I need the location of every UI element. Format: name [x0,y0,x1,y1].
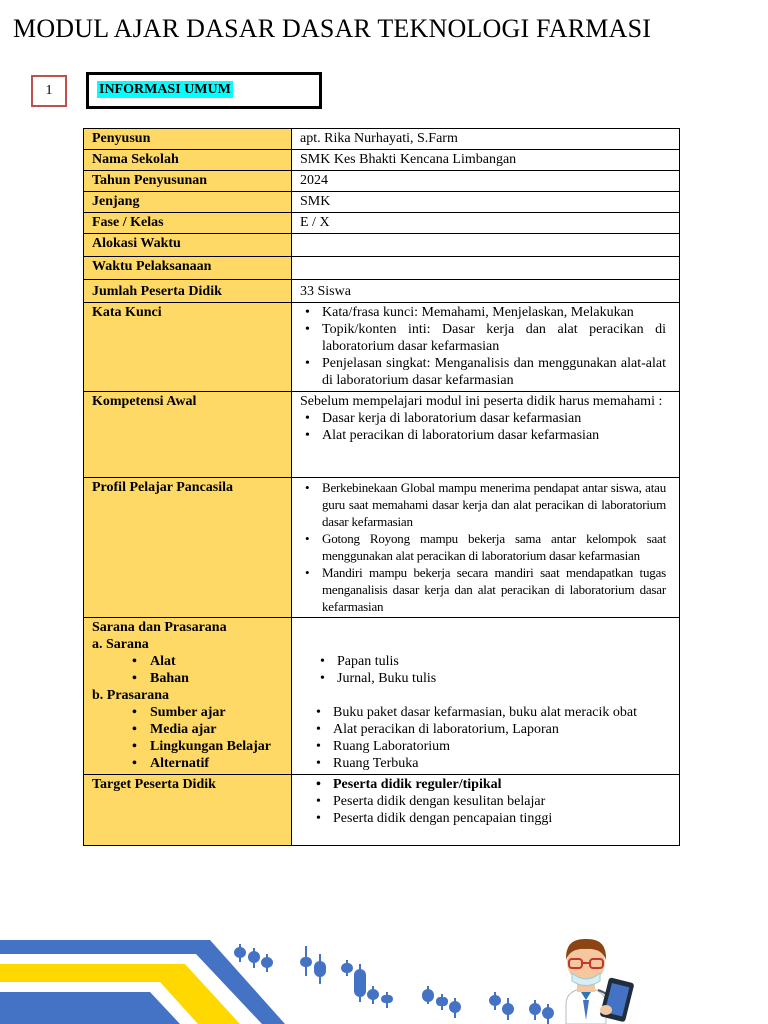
list-item: • Lingkungan Belajar [140,738,283,755]
list-item: • Buku paket dasar kefarmasian, buku alat meracik obat [333,704,671,721]
label-kata-kunci: Kata Kunci [84,303,292,392]
list-item: • Papan tulis [337,653,671,670]
label-jumlah: Jumlah Peserta Didik [84,280,292,303]
prasarana-items-list [300,704,671,772]
row-sarana [84,618,680,775]
target-list [300,776,671,827]
list-item: • Media ajar [140,721,283,738]
value-penyusun: apt. Rika Nurhayati, S.Farm [292,129,680,150]
list-item: • Berkebinekaan Global mampu menerima pendapat antar siswa, atau guru saat memahami dasar kerja dan alat peracikan di laboratorium dasar kefarmasian [322,479,666,530]
value-target [292,775,680,846]
label-profil: Profil Pelajar Pancasila [84,478,292,618]
row-sekolah [84,150,680,171]
list-item: • Peserta didik dengan kesulitan belajar [333,793,671,810]
pharmacist-illustration-icon [566,939,635,1024]
row-jumlah [84,280,680,303]
value-tahun: 2024 [292,171,680,192]
section-number: 1 [45,83,53,98]
sarana-sublist [92,636,283,772]
list-item: • Alat peracikan di laboratorium dasar kefarmasian [322,427,666,444]
kompetensi-list [300,410,666,444]
label-waktu: Waktu Pelaksanaan [84,257,292,280]
row-fase [84,213,680,234]
section-label: INFORMASI UMUM [99,82,231,97]
row-tahun [84,171,680,192]
list-item: • Peserta didik dengan pencapaian tinggi [333,810,671,827]
list-item: • Dasar kerja di laboratorium dasar kefarmasian [322,410,666,427]
sarana-b [92,687,283,772]
list-item: • Alternatif [140,755,283,772]
value-kata-kunci [292,303,680,392]
label-kompetensi: Kompetensi Awal [84,392,292,478]
row-penyusun [84,129,680,150]
list-item: • Bahan [140,670,283,687]
list-item: • Ruang Terbuka [333,755,671,772]
label-tahun: Tahun Penyusunan [84,171,292,192]
row-waktu [84,257,680,280]
list-item: • Alat peracikan di laboratorium, Laporan [333,721,671,738]
list-item: • Sumber ajar [140,704,283,721]
value-jumlah: 33 Siswa [292,280,680,303]
row-target [84,775,680,846]
document-title: MODUL AJAR DASAR DASAR TEKNOLOGI FARMASI [13,14,652,43]
value-sekolah: SMK Kes Bhakti Kencana Limbangan [292,150,680,171]
list-item: • Topik/konten inti: Dasar kerja dan alat peracikan di laboratorium dasar kefarmasian [322,321,666,355]
value-fase: E / X [292,213,680,234]
list-item: • Mandiri mampu bekerja secara mandiri saat mendapatkan tugas menganalisis dasar kerja dan alat peracikan di laboratorium dasar kefarmasian [322,564,666,615]
list-item: • Alat [140,653,283,670]
footer-decoration [0,930,768,1024]
list-item: • Ruang Laboratorium [333,738,671,755]
section-number-box [31,75,67,107]
list-item: • Peserta didik reguler/tipikal [333,776,671,793]
row-jenjang [84,192,680,213]
label-fase: Fase / Kelas [84,213,292,234]
label-target: Target Peserta Didik [84,775,292,846]
value-jenjang: SMK [292,192,680,213]
row-alokasi [84,234,680,257]
list-item: • Jurnal, Buku tulis [337,670,671,687]
label-jenjang: Jenjang [84,192,292,213]
sarana-b-items [102,704,283,772]
sarana-a-label: a. Sarana [92,637,149,652]
row-kata-kunci [84,303,680,392]
value-profil [292,478,680,618]
sarana-a [92,636,283,687]
label-alokasi: Alokasi Waktu [84,234,292,257]
kata-kunci-list [300,304,666,389]
sarana-b-label: b. Prasarana [92,688,169,703]
section-header-box [86,72,322,109]
value-sarana [292,618,680,775]
info-table [83,128,680,846]
label-penyusun: Penyusun [84,129,292,150]
value-alokasi [292,234,680,257]
candlestick-icon [235,944,553,1024]
list-item: • Penjelasan singkat: Menganalisis dan menggunakan alat-alat di laboratorium dasar kefarmasian [322,355,666,389]
profil-list [300,479,666,615]
value-waktu [292,257,680,280]
sarana-heading: Sarana dan Prasarana [92,620,227,635]
kompetensi-intro: Sebelum mempelajari modul ini peserta didik harus memahami : [300,394,663,409]
sarana-items-list [300,653,671,687]
list-item: • Gotong Royong mampu bekerja sama antar kelompok saat menggunakan alat peracikan di laboratorium dasar kefarmasian [322,530,666,564]
row-profil [84,478,680,618]
sarana-a-items [102,653,283,687]
value-kompetensi [292,392,680,478]
row-kompetensi [84,392,680,478]
label-sarana [84,618,292,775]
list-item: • Kata/frasa kunci: Memahami, Menjelaskan, Melakukan [322,304,666,321]
label-sekolah: Nama Sekolah [84,150,292,171]
